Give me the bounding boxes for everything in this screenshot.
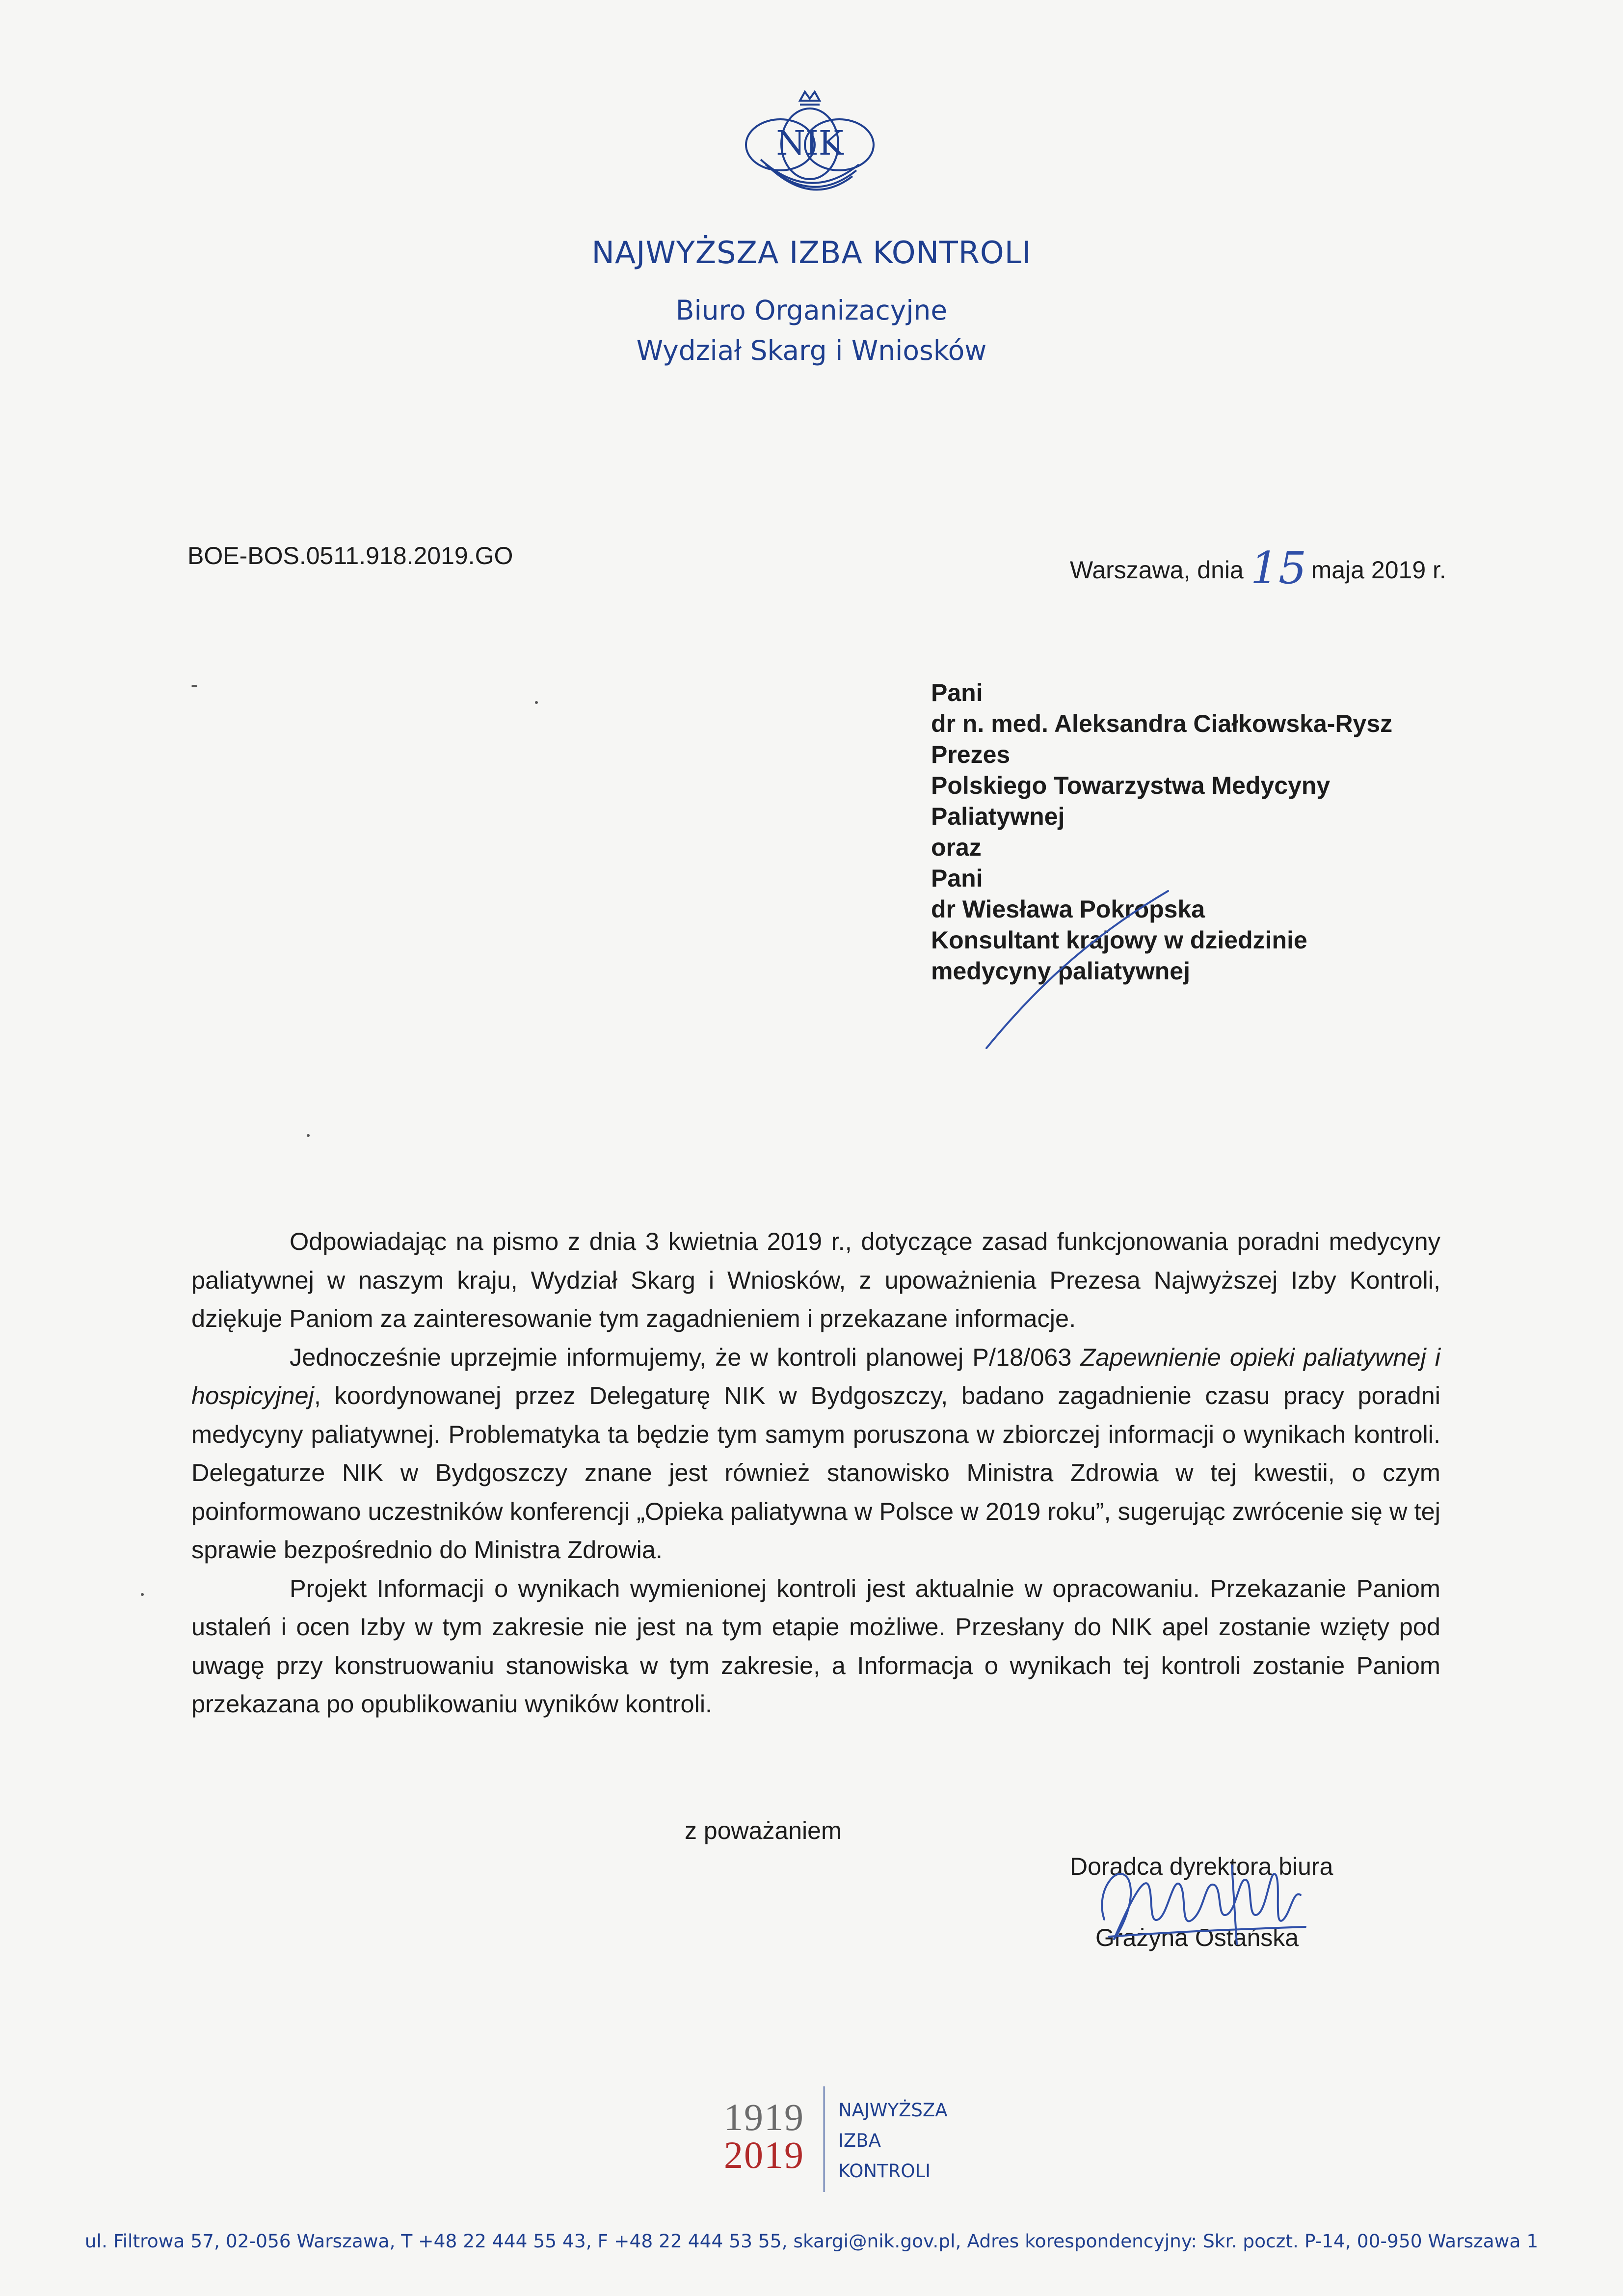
footer-institution-name: [838, 2095, 948, 2187]
institution-name: NAJWYŻSZA IZBA KONTROLI: [591, 235, 1032, 270]
reference-number: BOE-BOS.0511.918.2019.GO: [187, 542, 513, 569]
addressee-line: Prezes: [931, 741, 1011, 768]
division-name: Wydział Skarg i Wniosków: [636, 335, 987, 366]
footer-year-end: 2019: [724, 2134, 804, 2176]
scan-speck: [535, 701, 538, 704]
addressee-line: oraz: [931, 834, 982, 861]
department-name: Biuro Organizacyjne: [675, 295, 948, 326]
signer-title: Doradca dyrektora biura: [1070, 1853, 1333, 1880]
addressee-line: dr n. med. Aleksandra Ciałkowska-Rysz: [931, 710, 1393, 737]
date-prefix: Warszawa, dnia: [1070, 556, 1244, 584]
handwritten-signature: [1075, 1846, 1325, 1959]
scan-speck: [191, 685, 197, 687]
letter-body: [191, 1222, 1440, 1724]
nik-logo: [726, 86, 893, 204]
handwritten-day: 15: [1250, 542, 1307, 594]
addressee-line: Paliatywnej: [931, 803, 1065, 830]
signer-name: Grażyna Ostańska: [1095, 1924, 1299, 1951]
body-text: , koordynowanej przez Delegaturę NIK w Bydgoszczy, badano zagadnienie czasu pracy poradni medycyny paliatywnej. Problematyka ta będzie tym samym poruszona w zbiorczej informacji o wynikach kontroli. Delegaturze NIK w Bydgoszczy znane jest również stanowisko Ministra Zdrowia w tej kwestii, o czym poinformowano uczestników konferencji „Opieka paliatywna w Polsce w 2019 roku”, sugerując zwrócenie się w tej sprawie bezpośrednio do Ministra Zdrowia.: [191, 1381, 1440, 1564]
date-line: [1070, 538, 1446, 594]
body-paragraph: Odpowiadając na pismo z dnia 3 kwietnia 2019 r., dotyczące zasad funkcjonowania poradni medycyny paliatywnej w naszym kraju, Wydział Skarg i Wniosków, z upoważnienia Prezesa Najwyższej Izby Kontroli, dziękuje Paniom za zainteresowanie tym zagadnieniem i przekazane informacje.: [191, 1227, 1440, 1332]
addressee-line: dr Wiesława Pokropska: [931, 895, 1205, 923]
body-paragraph: [191, 1338, 1440, 1569]
addressee-line: Pani: [931, 679, 983, 706]
addressee-line: Pani: [931, 864, 983, 892]
pen-stroke: [972, 881, 1178, 1058]
scan-speck: [141, 1593, 144, 1596]
date-suffix: maja 2019 r.: [1311, 556, 1446, 584]
control-title: Zapewnienie opieki paliatywnej i hospicyjnej: [191, 1343, 1440, 1409]
footer-name-line: NAJWYŻSZA: [838, 2100, 948, 2121]
body-text: Jednocześnie uprzejmie informujemy, że w kontroli planowej P/18/063: [290, 1343, 1081, 1371]
addressee-line: medycyny paliatywnej: [931, 957, 1191, 985]
closing-greeting: z poważaniem: [685, 1817, 842, 1844]
footer-name-line: KONTROLI: [838, 2161, 931, 2182]
logo-text: NIK: [776, 124, 844, 163]
body-paragraph: Projekt Informacji o wynikach wymienionej kontroli jest aktualnie w opracowaniu. Przekazanie Paniom ustaleń i ocen Izby w tym zakresie nie jest na tym etapie możliwe. Przesłany do NIK apel zostanie wzięty pod uwagę przy konstruowaniu stanowiska w tym zakresie, a Informacja o wynikach tej kontroli zostanie Paniom przekazana po opublikowaniu wyników kontroli.: [191, 1574, 1440, 1718]
footer-divider: [824, 2086, 825, 2192]
footer-address: ul. Filtrowa 57, 02-056 Warszawa, T +48 22 444 55 43, F +48 22 444 53 55, skargi@nik.gov.pl, Adres korespondencyjny: Skr. poczt. P-14, 00-950 Warszawa 1: [84, 2230, 1539, 2252]
footer-year-start: 1919: [724, 2096, 804, 2138]
addressee-line: Konsultant krajowy w dziedzinie: [931, 926, 1307, 954]
addressee-line: Polskiego Towarzystwa Medycyny: [931, 772, 1330, 799]
scan-speck: [307, 1134, 310, 1137]
footer-name-line: IZBA: [838, 2130, 881, 2151]
